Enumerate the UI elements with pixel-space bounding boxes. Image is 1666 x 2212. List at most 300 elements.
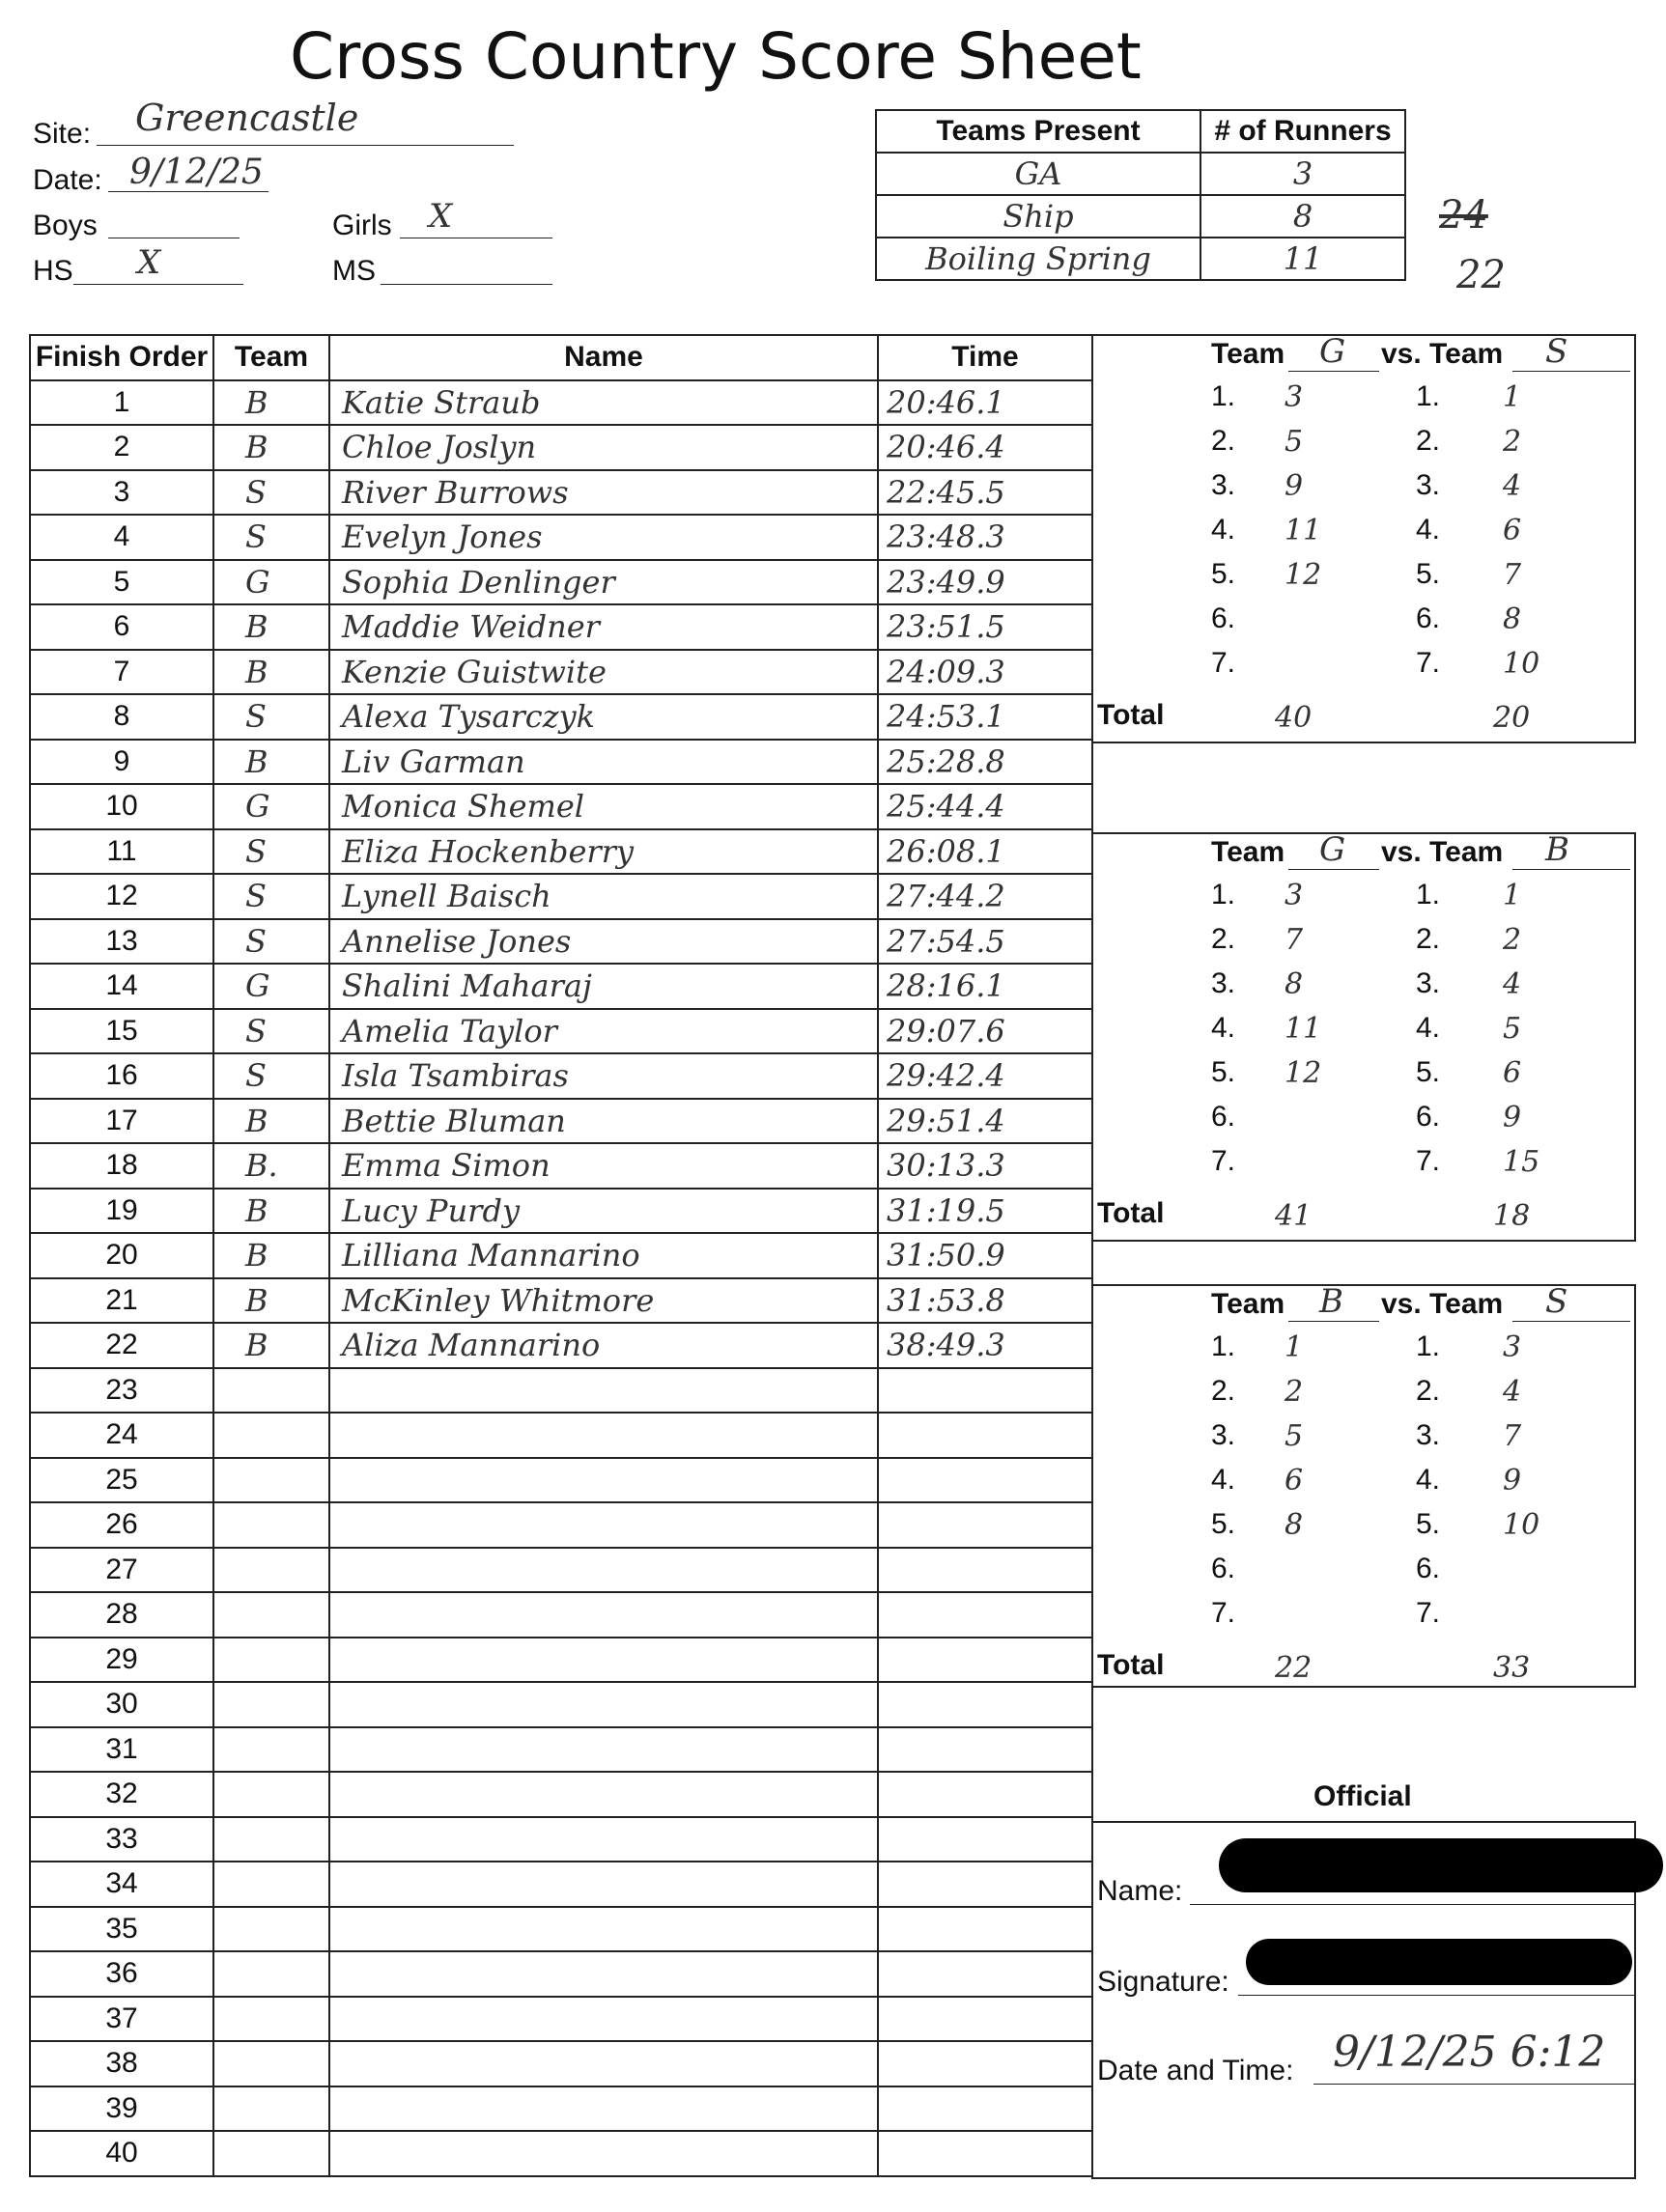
team-cell-value: B xyxy=(245,429,268,466)
team-a-place[interactable]: 6 xyxy=(1285,1464,1304,1498)
finish-order-cell: 36 xyxy=(30,1951,213,1997)
time-cell[interactable] xyxy=(878,1772,1092,1817)
runner-name-cell[interactable] xyxy=(329,1099,878,1144)
time-cell-value: 38:49.3 xyxy=(887,1327,1005,1364)
team-b-place[interactable]: 1 xyxy=(1503,380,1522,414)
time-cell[interactable] xyxy=(878,1907,1092,1952)
team-a-place[interactable]: 5 xyxy=(1285,1419,1304,1453)
team-cell[interactable] xyxy=(213,1727,329,1773)
table-row xyxy=(30,1458,1092,1503)
finish-order-cell: 3 xyxy=(30,470,213,516)
time-cell[interactable] xyxy=(878,515,1092,560)
team-cell[interactable] xyxy=(213,425,329,470)
time-cell[interactable] xyxy=(878,1951,1092,1997)
table-row xyxy=(30,1951,1092,1997)
time-cell[interactable] xyxy=(878,1817,1092,1862)
team-b-place[interactable]: 4 xyxy=(1503,469,1522,503)
time-cell[interactable] xyxy=(878,425,1092,470)
place-number: 2. xyxy=(1416,1375,1441,1407)
runner-name-cell[interactable] xyxy=(329,1862,878,1907)
team-present-row xyxy=(876,238,1405,280)
time-cell[interactable] xyxy=(878,1592,1092,1638)
runner-name-cell[interactable] xyxy=(329,694,878,740)
place-number: 2. xyxy=(1211,923,1236,955)
team-cell[interactable] xyxy=(213,1862,329,1907)
team-cell[interactable] xyxy=(213,784,329,829)
time-cell[interactable] xyxy=(878,1099,1092,1144)
runner-name-cell[interactable] xyxy=(329,1368,878,1414)
team-present-runners[interactable]: 11 xyxy=(1283,240,1323,277)
time-cell-value: 27:44.2 xyxy=(887,878,1005,915)
place-number: 5. xyxy=(1416,1508,1441,1540)
time-cell[interactable] xyxy=(878,560,1092,605)
runner-name-cell-value: Amelia Taylor xyxy=(342,1012,557,1050)
team-cell[interactable] xyxy=(213,1592,329,1638)
official-datetime-value[interactable]: 9/12/25 6:12 xyxy=(1333,2028,1606,2077)
team-a-place[interactable]: 11 xyxy=(1285,514,1322,547)
team-b-place[interactable]: 9 xyxy=(1503,1101,1522,1134)
team-a-place[interactable]: 3 xyxy=(1285,380,1304,414)
runner-name-cell[interactable] xyxy=(329,1727,878,1773)
team-cell[interactable] xyxy=(213,515,329,560)
table-row xyxy=(30,2086,1092,2132)
table-row xyxy=(30,1772,1092,1817)
team-b-place[interactable]: 9 xyxy=(1503,1464,1522,1498)
team-b-place[interactable]: 6 xyxy=(1503,1056,1522,1090)
finish-order-cell: 32 xyxy=(30,1772,213,1817)
runner-name-cell[interactable] xyxy=(329,1143,878,1189)
table-row xyxy=(30,1682,1092,1727)
finish-order-cell: 21 xyxy=(30,1278,213,1324)
place-number: 5. xyxy=(1211,558,1236,590)
team-a-place[interactable]: 8 xyxy=(1285,967,1304,1001)
team-a-place[interactable]: 12 xyxy=(1285,558,1322,592)
runner-name-cell[interactable] xyxy=(329,964,878,1009)
team-present-runners[interactable]: 8 xyxy=(1292,198,1313,235)
place-number: 1. xyxy=(1416,380,1441,412)
runner-name-cell-value: Isla Tsambiras xyxy=(342,1057,569,1095)
runner-name-cell[interactable] xyxy=(329,604,878,650)
team-b-place[interactable]: 6 xyxy=(1503,514,1522,547)
finish-order-cell: 24 xyxy=(30,1413,213,1458)
site-label: Site: xyxy=(33,118,92,150)
runner-name-cell[interactable] xyxy=(329,1548,878,1593)
runner-name-cell[interactable] xyxy=(329,1772,878,1817)
team-b-place[interactable]: 3 xyxy=(1503,1330,1522,1364)
team-cell[interactable] xyxy=(213,1009,329,1054)
time-cell[interactable] xyxy=(878,829,1092,875)
finish-order-cell: 8 xyxy=(30,694,213,740)
runner-name-cell[interactable] xyxy=(329,1817,878,1862)
runner-name-cell[interactable] xyxy=(329,1638,878,1683)
finish-order-cell: 31 xyxy=(30,1727,213,1773)
time-cell[interactable] xyxy=(878,1009,1092,1054)
runner-name-cell[interactable] xyxy=(329,2086,878,2132)
team-cell[interactable] xyxy=(213,1278,329,1324)
finish-order-cell: 10 xyxy=(30,784,213,829)
time-cell-value: 31:19.5 xyxy=(887,1191,1005,1229)
time-cell-value: 28:16.1 xyxy=(887,967,1005,1005)
team-cell[interactable] xyxy=(213,829,329,875)
team-a-value[interactable]: G xyxy=(1319,332,1346,371)
team-cell[interactable] xyxy=(213,1458,329,1503)
team-present-name[interactable]: GA xyxy=(1014,155,1062,192)
team-b-total[interactable]: 20 xyxy=(1493,701,1531,735)
team-cell[interactable] xyxy=(213,1817,329,1862)
team-cell[interactable] xyxy=(213,1502,329,1548)
team-cell[interactable] xyxy=(213,470,329,516)
name-redaction xyxy=(1219,1838,1663,1892)
runner-name-cell[interactable] xyxy=(329,1502,878,1548)
runner-name-cell[interactable] xyxy=(329,560,878,605)
runner-name-cell[interactable] xyxy=(329,1189,878,1234)
runner-name-cell[interactable] xyxy=(329,1458,878,1503)
team-b-place[interactable]: 1 xyxy=(1503,879,1522,912)
finish-order-cell: 4 xyxy=(30,515,213,560)
runner-name-cell[interactable] xyxy=(329,1053,878,1099)
official-name-label: Name: xyxy=(1097,1875,1183,1907)
table-row xyxy=(30,1233,1092,1278)
table-row xyxy=(30,1817,1092,1862)
finish-order-cell: 23 xyxy=(30,1368,213,1414)
time-cell-value: 22:45.5 xyxy=(887,473,1005,511)
runner-name-cell[interactable] xyxy=(329,1009,878,1054)
team-b-total[interactable]: 33 xyxy=(1493,1651,1531,1685)
finish-order-cell: 16 xyxy=(30,1053,213,1099)
table-row xyxy=(30,694,1092,740)
table-row xyxy=(30,1143,1092,1189)
girls-value[interactable]: X xyxy=(429,197,453,236)
runner-name-cell[interactable] xyxy=(329,515,878,560)
time-cell[interactable] xyxy=(878,470,1092,516)
team-a-value[interactable]: B xyxy=(1319,1282,1343,1321)
table-row xyxy=(30,2131,1092,2176)
team-a-place[interactable]: 7 xyxy=(1285,923,1304,957)
team-cell[interactable] xyxy=(213,1368,329,1414)
place-number: 6. xyxy=(1416,602,1441,634)
team-cell[interactable] xyxy=(213,2041,329,2086)
table-row xyxy=(30,470,1092,516)
team-cell[interactable] xyxy=(213,560,329,605)
table-row xyxy=(30,1727,1092,1773)
team-cell[interactable] xyxy=(213,1189,329,1234)
team-cell[interactable] xyxy=(213,1323,329,1368)
time-cell[interactable] xyxy=(878,1323,1092,1368)
finish-order-cell: 28 xyxy=(30,1592,213,1638)
place-number: 1. xyxy=(1211,879,1236,910)
team-header: Team xyxy=(213,335,329,380)
team-cell[interactable] xyxy=(213,1997,329,2042)
team-present-name[interactable]: Ship xyxy=(1002,198,1074,235)
place-number: 5. xyxy=(1211,1056,1236,1088)
team-cell[interactable] xyxy=(213,1099,329,1144)
table-row xyxy=(30,1413,1092,1458)
time-cell[interactable] xyxy=(878,1053,1092,1099)
team-cell[interactable] xyxy=(213,650,329,695)
time-cell[interactable] xyxy=(878,1278,1092,1324)
team-b-place[interactable]: 7 xyxy=(1503,558,1522,592)
team-cell-value: B xyxy=(245,1327,268,1364)
runner-name-cell[interactable] xyxy=(329,2041,878,2086)
table-row xyxy=(30,1502,1092,1548)
teams-present-table xyxy=(875,109,1406,281)
team-cell-value: S xyxy=(245,878,267,915)
runner-name-cell[interactable] xyxy=(329,740,878,785)
runner-name-cell-value: Maddie Weidner xyxy=(342,608,600,646)
runner-name-cell-value: Chloe Joslyn xyxy=(342,429,537,466)
runner-name-cell[interactable] xyxy=(329,1413,878,1458)
runner-name-cell[interactable] xyxy=(329,1907,878,1952)
team-cell[interactable] xyxy=(213,919,329,965)
time-cell[interactable] xyxy=(878,784,1092,829)
date-label: Date: xyxy=(33,164,102,196)
time-cell[interactable] xyxy=(878,1233,1092,1278)
runner-name-cell[interactable] xyxy=(329,380,878,426)
table-row xyxy=(30,1189,1092,1234)
team-cell[interactable] xyxy=(213,1233,329,1278)
finish-order-cell: 15 xyxy=(30,1009,213,1054)
team-a-place[interactable]: 11 xyxy=(1285,1012,1322,1046)
team-a-place[interactable]: 5 xyxy=(1285,425,1304,459)
team-cell-value: B xyxy=(245,608,268,646)
team-a-total[interactable]: 40 xyxy=(1275,701,1313,735)
time-cell[interactable] xyxy=(878,604,1092,650)
runner-name-cell[interactable] xyxy=(329,2131,878,2176)
time-cell[interactable] xyxy=(878,1638,1092,1683)
team-b-place[interactable]: 4 xyxy=(1503,1375,1522,1409)
time-cell[interactable] xyxy=(878,1727,1092,1773)
finish-order-cell: 33 xyxy=(30,1817,213,1862)
time-cell[interactable] xyxy=(878,1548,1092,1593)
place-number: 4. xyxy=(1211,1012,1236,1044)
place-number: 6. xyxy=(1416,1101,1441,1133)
runner-name-cell[interactable] xyxy=(329,425,878,470)
time-cell[interactable] xyxy=(878,1862,1092,1907)
team-a-place[interactable]: 3 xyxy=(1285,879,1304,912)
finish-order-cell: 1 xyxy=(30,380,213,426)
hs-value[interactable]: X xyxy=(137,243,161,282)
time-cell[interactable] xyxy=(878,964,1092,1009)
team-a-total[interactable]: 41 xyxy=(1275,1199,1313,1233)
team-cell-value: B xyxy=(245,653,268,690)
team-cell[interactable] xyxy=(213,2086,329,2132)
runner-name-cell-value: Emma Simon xyxy=(342,1147,551,1185)
time-cell[interactable] xyxy=(878,874,1092,919)
time-cell[interactable] xyxy=(878,919,1092,965)
runner-name-cell[interactable] xyxy=(329,1951,878,1997)
signature-redaction xyxy=(1246,1939,1632,1985)
runner-name-cell[interactable] xyxy=(329,470,878,516)
team-present-row xyxy=(876,153,1405,195)
team-b-place[interactable]: 2 xyxy=(1503,923,1522,957)
team-b-place[interactable]: 10 xyxy=(1503,647,1540,681)
place-number: 1. xyxy=(1211,380,1236,412)
place-number: 1. xyxy=(1211,1330,1236,1362)
runner-name-cell[interactable] xyxy=(329,919,878,965)
team-b-place[interactable]: 15 xyxy=(1503,1145,1540,1179)
place-number: 5. xyxy=(1211,1508,1236,1540)
team-cell[interactable] xyxy=(213,1053,329,1099)
team-a-place[interactable]: 2 xyxy=(1285,1375,1304,1409)
place-number: 4. xyxy=(1211,514,1236,546)
time-cell[interactable] xyxy=(878,2041,1092,2086)
total-label: Total xyxy=(1097,699,1165,731)
runner-name-cell-value: Bettie Bluman xyxy=(342,1102,566,1139)
team-a-place[interactable]: 9 xyxy=(1285,469,1304,503)
table-row xyxy=(30,1862,1092,1907)
runner-name-cell[interactable] xyxy=(329,1233,878,1278)
place-number: 6. xyxy=(1211,1553,1236,1584)
time-cell[interactable] xyxy=(878,1997,1092,2042)
table-row xyxy=(30,784,1092,829)
table-row xyxy=(30,1099,1092,1144)
time-cell-value: 29:51.4 xyxy=(887,1102,1005,1139)
finish-order-header: Finish Order xyxy=(30,335,213,380)
team-b-place[interactable]: 5 xyxy=(1503,1012,1522,1046)
time-cell[interactable] xyxy=(878,694,1092,740)
finish-order-cell: 11 xyxy=(30,829,213,875)
team-b-place[interactable]: 8 xyxy=(1503,602,1522,636)
place-number: 6. xyxy=(1416,1553,1441,1584)
team-cell[interactable] xyxy=(213,604,329,650)
team-present-name[interactable]: Boiling Spring xyxy=(925,240,1151,277)
finish-order-cell: 13 xyxy=(30,919,213,965)
place-number: 1. xyxy=(1416,879,1441,910)
runner-name-cell-value: Alexa Tysarczyk xyxy=(342,698,596,736)
boys-label: Boys xyxy=(33,210,98,241)
table-row xyxy=(30,1638,1092,1683)
page-title: Cross Country Score Sheet xyxy=(290,19,1142,94)
time-cell-value: 20:46.4 xyxy=(887,429,1005,466)
team-cell[interactable] xyxy=(213,964,329,1009)
time-cell[interactable] xyxy=(878,2131,1092,2176)
total-label: Total xyxy=(1097,1197,1165,1229)
place-number: 7. xyxy=(1211,1597,1236,1629)
runner-name-cell-value: Eliza Hockenberry xyxy=(342,832,635,870)
team-b-place[interactable]: 4 xyxy=(1503,967,1522,1001)
runner-name-cell-value: Lucy Purdy xyxy=(342,1191,521,1229)
site-value[interactable]: Greencastle xyxy=(135,97,359,139)
team-a-total[interactable]: 22 xyxy=(1275,1651,1313,1685)
team-label: Team xyxy=(1211,1288,1285,1320)
team-cell[interactable] xyxy=(213,1907,329,1952)
team-cell-value: B xyxy=(245,1191,268,1229)
table-row xyxy=(30,919,1092,965)
finish-order-cell: 34 xyxy=(30,1862,213,1907)
team-cell[interactable] xyxy=(213,1638,329,1683)
time-cell[interactable] xyxy=(878,1368,1092,1414)
team-b-place[interactable]: 7 xyxy=(1503,1419,1522,1453)
team-b-place[interactable]: 2 xyxy=(1503,425,1522,459)
place-number: 3. xyxy=(1211,967,1236,999)
time-cell[interactable] xyxy=(878,1413,1092,1458)
time-cell-value: 23:48.3 xyxy=(887,518,1005,556)
team-cell[interactable] xyxy=(213,1682,329,1727)
team-cell[interactable] xyxy=(213,380,329,426)
team-cell[interactable] xyxy=(213,1548,329,1593)
table-row xyxy=(30,1907,1092,1952)
team-b-place[interactable]: 10 xyxy=(1503,1508,1540,1542)
team-present-runners[interactable]: 3 xyxy=(1292,155,1313,192)
time-cell-value: 20:46.1 xyxy=(887,383,1005,421)
team-present-row xyxy=(876,195,1405,238)
runner-name-cell[interactable] xyxy=(329,1278,878,1324)
name-header: Name xyxy=(329,335,878,380)
finish-order-cell: 29 xyxy=(30,1638,213,1683)
place-number: 2. xyxy=(1416,425,1441,457)
runner-name-cell[interactable] xyxy=(329,1997,878,2042)
place-number: 6. xyxy=(1211,1101,1236,1133)
ms-label: MS xyxy=(332,255,376,287)
team-cell[interactable] xyxy=(213,2131,329,2176)
time-cell[interactable] xyxy=(878,2086,1092,2132)
table-row xyxy=(30,1997,1092,2042)
table-row xyxy=(30,964,1092,1009)
team-cell[interactable] xyxy=(213,1413,329,1458)
runner-name-cell[interactable] xyxy=(329,1682,878,1727)
runner-name-cell[interactable] xyxy=(329,829,878,875)
team-cell[interactable] xyxy=(213,694,329,740)
time-cell[interactable] xyxy=(878,1143,1092,1189)
date-value[interactable]: 9/12/25 xyxy=(129,153,264,192)
team-cell[interactable] xyxy=(213,1951,329,1997)
time-cell[interactable] xyxy=(878,740,1092,785)
team-cell[interactable] xyxy=(213,1143,329,1189)
time-cell[interactable] xyxy=(878,1502,1092,1548)
time-cell[interactable] xyxy=(878,380,1092,426)
team-a-place[interactable]: 12 xyxy=(1285,1056,1322,1090)
time-cell[interactable] xyxy=(878,650,1092,695)
team-cell[interactable] xyxy=(213,874,329,919)
runner-name-cell[interactable] xyxy=(329,1323,878,1368)
runner-name-cell-value: Kenzie Guistwite xyxy=(342,653,607,690)
team-b-value[interactable]: S xyxy=(1545,1282,1568,1321)
finish-order-cell: 38 xyxy=(30,2041,213,2086)
runner-name-cell[interactable] xyxy=(329,650,878,695)
runner-name-cell[interactable] xyxy=(329,784,878,829)
table-row xyxy=(30,1368,1092,1414)
runner-name-cell-value: Sophia Denlinger xyxy=(342,563,615,601)
runner-name-cell-value: Monica Shemel xyxy=(342,788,585,826)
team-a-place[interactable]: 1 xyxy=(1285,1330,1304,1364)
runner-name-cell[interactable] xyxy=(329,1592,878,1638)
team-comparison-box xyxy=(1091,334,1636,743)
team-b-value[interactable]: S xyxy=(1545,332,1568,371)
runner-name-cell-value: Shalini Maharaj xyxy=(342,967,592,1005)
official-datetime-label: Date and Time: xyxy=(1097,2055,1294,2086)
team-cell[interactable] xyxy=(213,740,329,785)
finish-order-cell: 2 xyxy=(30,425,213,470)
time-cell[interactable] xyxy=(878,1682,1092,1727)
table-row xyxy=(30,515,1092,560)
time-cell[interactable] xyxy=(878,1189,1092,1234)
team-cell[interactable] xyxy=(213,1772,329,1817)
time-cell[interactable] xyxy=(878,1458,1092,1503)
runner-name-cell-value: Katie Straub xyxy=(342,383,541,421)
teams-present-header: Teams Present xyxy=(876,110,1200,153)
finish-order-cell: 25 xyxy=(30,1458,213,1503)
runner-name-cell[interactable] xyxy=(329,874,878,919)
official-signature-label: Signature: xyxy=(1097,1966,1229,1998)
team-b-value[interactable]: B xyxy=(1545,830,1569,869)
finish-order-cell: 7 xyxy=(30,650,213,695)
place-number: 3. xyxy=(1416,1419,1441,1451)
team-a-place[interactable]: 8 xyxy=(1285,1508,1304,1542)
team-cell-value: S xyxy=(245,1012,267,1050)
team-b-total[interactable]: 18 xyxy=(1493,1199,1531,1233)
team-a-value[interactable]: G xyxy=(1319,830,1346,869)
time-cell-value: 23:49.9 xyxy=(887,563,1005,601)
